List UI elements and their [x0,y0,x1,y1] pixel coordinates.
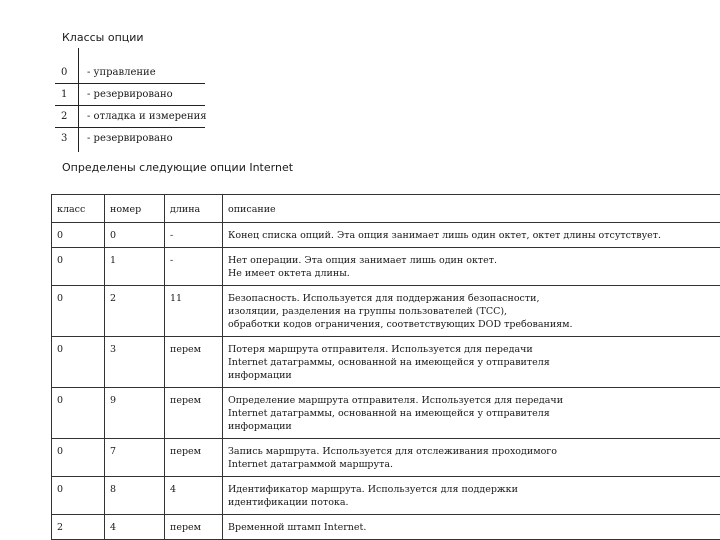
option-length: перем [165,337,223,388]
option-length: 11 [165,286,223,337]
option-description: Конец списка опций. Эта опция занимает лишь один октет, октет длины отсутствует. [223,223,720,248]
option-length: 4 [165,477,223,515]
header-description: описание [223,195,720,223]
class-row [55,62,205,84]
option-number: 8 [105,477,165,515]
option-description: Потеря маршрута отправителя. Используется для передачи Internet датаграммы, основанной на имеющейся у отправителя информации [223,337,720,388]
option-description: Безопасность. Используется для поддержания безопасности, изоляции, разделения на группы пользователей (TCC), обработки кодов ограничения, соответствующих DOD требованиям. [223,286,720,337]
option-class: 0 [52,248,105,286]
class-number: 2 [61,111,68,122]
options-header-row [52,195,720,223]
classes-heading: Классы опции [62,31,144,44]
option-class: 0 [52,223,105,248]
option-row [52,337,720,388]
option-row [52,477,720,515]
class-description: - резервировано [87,89,173,100]
option-number: 7 [105,439,165,477]
option-description: Запись маршрута. Используется для отслеживания проходимого Internet датаграммой маршрута. [223,439,720,477]
option-number: 2 [105,286,165,337]
class-row [55,128,205,150]
option-description: Временной штамп Internet. [223,515,720,540]
option-length: перем [165,388,223,439]
option-row [52,248,720,286]
option-length: - [165,248,223,286]
option-number: 9 [105,388,165,439]
option-description: Идентификатор маршрута. Используется для поддержки идентификации потока. [223,477,720,515]
option-row [52,388,720,439]
header-class: класс [52,195,105,223]
options-heading: Определены следующие опции Internet [62,161,294,174]
option-length: - [165,223,223,248]
class-description: - управление [87,67,156,78]
option-number: 0 [105,223,165,248]
class-number: 0 [61,67,68,78]
option-row [52,439,720,477]
option-class: 0 [52,439,105,477]
header-number: номер [105,195,165,223]
option-description: Нет операции. Эта опция занимает лишь один октет. Не имеет октета длины. [223,248,720,286]
options-table [51,194,720,540]
option-description: Определение маршрута отправителя. Используется для передачи Internet датаграммы, основанной на имеющейся у отправителя информации [223,388,720,439]
option-class: 0 [52,388,105,439]
option-number: 4 [105,515,165,540]
option-class: 2 [52,515,105,540]
option-length: перем [165,439,223,477]
option-row [52,515,720,540]
class-description: - резервировано [87,133,173,144]
class-description: - отладка и измерения [87,111,207,122]
option-class: 0 [52,477,105,515]
option-number: 3 [105,337,165,388]
class-number: 3 [61,133,68,144]
option-row [52,223,720,248]
class-number: 1 [61,89,68,100]
header-length: длина [165,195,223,223]
classes-table [55,62,205,150]
option-class: 0 [52,337,105,388]
option-number: 1 [105,248,165,286]
option-row [52,286,720,337]
option-length: перем [165,515,223,540]
options-body [52,223,720,540]
class-row [55,106,205,128]
class-row [55,84,205,106]
option-class: 0 [52,286,105,337]
